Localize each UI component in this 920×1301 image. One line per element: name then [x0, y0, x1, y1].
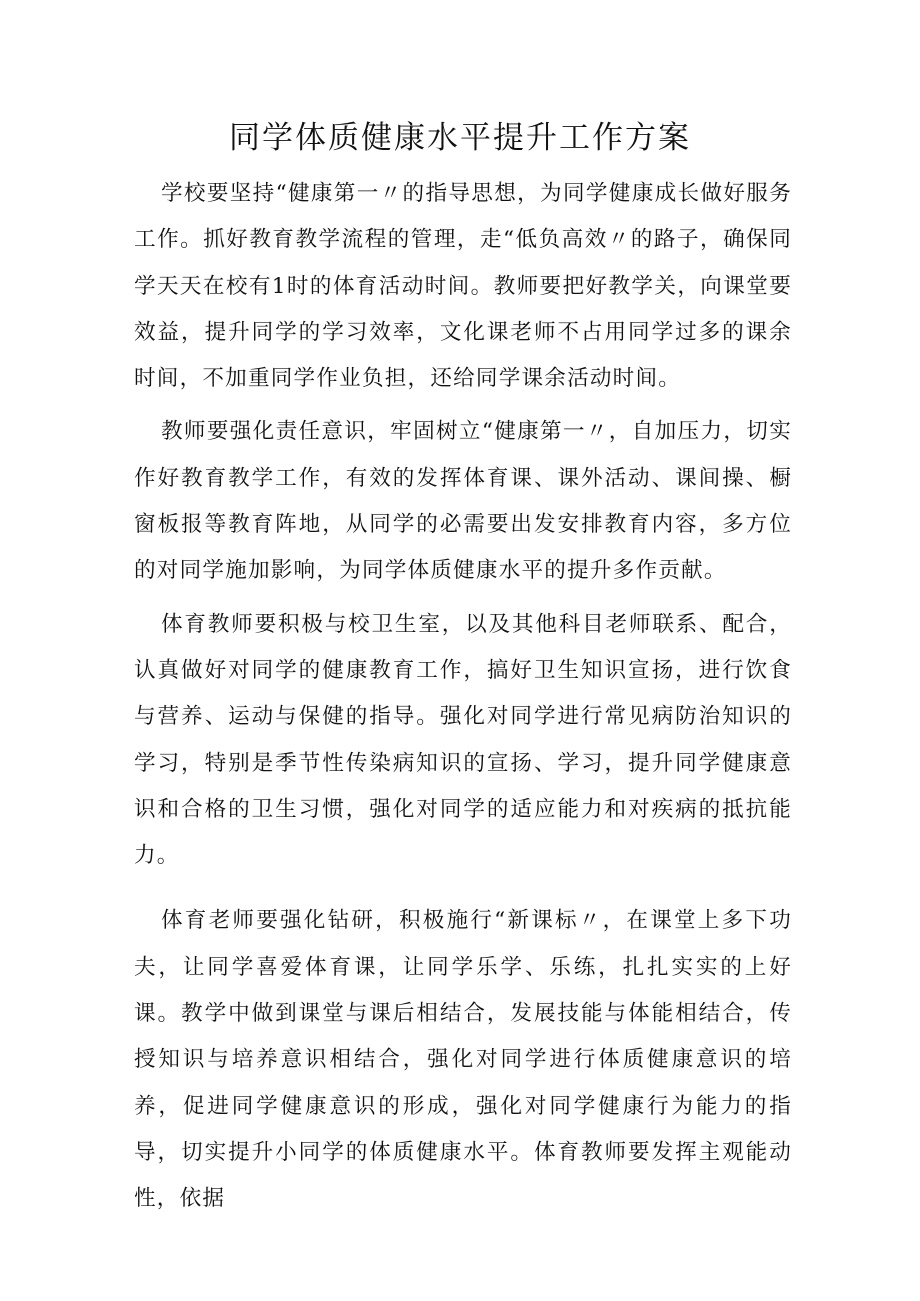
- paragraph-3: 体育教师要积极与校卫生室，以及其他科目老师联系、配合，认真做好对同学的健康教育工作，搞好卫生知识宣扬，进行饮食与营养、运动与保健的指导。强化对同学进行常见病防治知识的学习，特别是季节性传染病知识的宣扬、学习，提升同学健康意识和合格的卫生习惯，强化对同学的适应能力和对疾病的抵抗能力。: [134, 611, 792, 869]
- document-body: [134, 171, 792, 1223]
- paragraph-4: 体育老师要强化钻研，积极施行“新课标〃，在课堂上多下功夫，让同学喜爱体育课，让同学乐学、乐练，扎扎实实的上好课。教学中做到课堂与课后相结合，发展技能与体能相结合，传授知识与培养意识相结合，强化对同学进行体质健康意识的培养，促进同学健康意识的形成，强化对同学健康行为能力的指导，切实提升小同学的体质健康水平。体育教师要发挥主观能动性，依据: [134, 908, 792, 1212]
- document-title: 同学体质健康水平提升工作方案: [229, 120, 691, 156]
- paragraph-1: 学校要坚持“健康第一〃的指导思想，为同学健康成长做好服务工作。抓好教育教学流程的管理，走“低负高效〃的路子，确保同学天天在校有1时的体育活动时间。教师要把好教学关，向课堂要效益，提升同学的学习效率，文化课老师不占用同学过多的课余时间，不加重同学作业负担，还给同学课余活动时间。: [134, 181, 792, 392]
- paragraph-2: 教师要强化责任意识，牢固树立“健康第一〃，自加压力，切实作好教育教学工作，有效的发挥体育课、课外活动、课间操、橱窗板报等教育阵地，从同学的必需要出发安排教育内容，多方位的对同学施加影响，为同学体质健康水平的提升多作贡献。: [134, 419, 792, 584]
